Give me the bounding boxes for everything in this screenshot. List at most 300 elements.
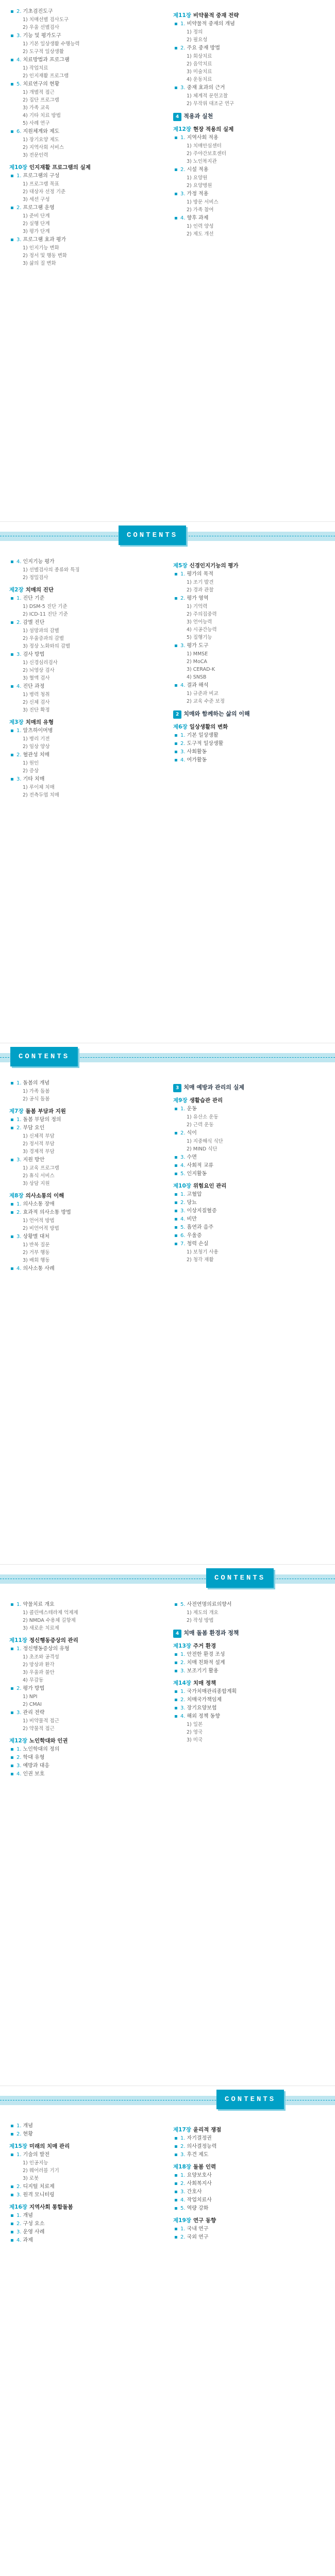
chapter-heading[interactable] xyxy=(173,1182,323,1190)
section-item[interactable] xyxy=(9,1080,159,1087)
toc-column-left xyxy=(9,557,159,800)
section-number: 2. xyxy=(180,596,186,601)
subsection-item[interactable] xyxy=(9,221,159,228)
section-item[interactable] xyxy=(9,1709,159,1717)
toc-column-left xyxy=(9,1600,159,1779)
subsection-item[interactable] xyxy=(173,579,323,586)
section-title: 프로그램 효과 평가 xyxy=(23,237,66,243)
chapter-number: 제2장 xyxy=(9,587,24,593)
subsection-item[interactable] xyxy=(9,1669,159,1676)
subsection-item[interactable] xyxy=(9,1625,159,1632)
subsection-item[interactable] xyxy=(173,1609,323,1617)
chapter-title: 돌봄 인력 xyxy=(193,2164,216,2170)
subsection-item[interactable] xyxy=(9,1242,159,1249)
subsection-item[interactable] xyxy=(9,196,159,204)
bullet-icon: ▪ xyxy=(174,215,178,221)
section-number: 2. xyxy=(16,9,22,14)
chapter-heading[interactable] xyxy=(173,2217,323,2224)
subsection-item[interactable] xyxy=(9,181,159,188)
section-item[interactable] xyxy=(9,1685,159,1692)
subsection-item[interactable] xyxy=(173,698,323,705)
chapter-heading[interactable] xyxy=(9,2204,159,2211)
section-item[interactable] xyxy=(9,619,159,626)
subsection-item[interactable] xyxy=(173,651,323,658)
subsection-item[interactable] xyxy=(9,152,159,159)
bullet-icon: ▪ xyxy=(174,1225,178,1230)
chapter-heading[interactable] xyxy=(173,1642,323,1650)
section-item[interactable] xyxy=(173,1162,323,1170)
subsection-item[interactable] xyxy=(173,61,323,68)
bullet-icon: ▪ xyxy=(174,1163,178,1168)
section-title: 지원 방안 xyxy=(23,1157,45,1163)
section-title: 결과 해석 xyxy=(187,683,209,688)
subsection-item[interactable] xyxy=(9,691,159,699)
section-item[interactable] xyxy=(173,749,323,756)
subsection-item[interactable] xyxy=(9,120,159,127)
subsection-title: 3) 세션 구성 xyxy=(23,197,50,202)
section-title: 보조기기 활용 xyxy=(187,1668,219,1674)
chapter-number: 제9장 xyxy=(173,1097,188,1104)
subsection-item[interactable] xyxy=(173,37,323,44)
subsection-item[interactable] xyxy=(9,635,159,642)
section-item[interactable] xyxy=(9,205,159,212)
section-item[interactable] xyxy=(173,2226,323,2233)
subsection-item[interactable] xyxy=(173,1737,323,1744)
section-item[interactable] xyxy=(9,1754,159,1761)
section-item[interactable] xyxy=(173,732,323,739)
section-item[interactable] xyxy=(9,752,159,759)
section-item[interactable] xyxy=(9,1157,159,1164)
section-title: 역량 강화 xyxy=(187,2206,209,2211)
chapter-number: 제13장 xyxy=(173,1643,191,1649)
section-item[interactable] xyxy=(173,2180,323,2188)
section-item[interactable] xyxy=(173,2197,323,2204)
section-item[interactable] xyxy=(9,81,159,88)
chapter-heading[interactable] xyxy=(9,719,159,726)
subsection-item[interactable] xyxy=(173,53,323,60)
section-number: 1. xyxy=(180,1689,186,1694)
subsection-title: 1) 인력 양성 xyxy=(187,224,214,229)
subsection-item[interactable] xyxy=(9,137,159,144)
section-item[interactable] xyxy=(9,683,159,690)
subsection-title: 2) 거부 행동 xyxy=(23,1250,50,1256)
bullet-icon: ▪ xyxy=(174,1668,178,1674)
part-heading[interactable] xyxy=(173,1084,323,1092)
subsection-item[interactable] xyxy=(173,207,323,214)
section-item[interactable] xyxy=(173,84,323,92)
section-item[interactable] xyxy=(9,1762,159,1770)
section-item[interactable] xyxy=(173,1130,323,1137)
subsection-title: 4) 시공간능력 xyxy=(187,627,217,633)
subsection-item[interactable] xyxy=(9,1654,159,1661)
section-number: 2. xyxy=(16,1755,22,1760)
subsection-item[interactable] xyxy=(173,1138,323,1145)
chapter-heading[interactable] xyxy=(9,1737,159,1744)
subsection-item[interactable] xyxy=(173,690,323,698)
subsection-item[interactable] xyxy=(173,1617,323,1624)
subsection-item[interactable] xyxy=(173,666,323,673)
subsection-item[interactable] xyxy=(173,158,323,165)
subsection-item[interactable] xyxy=(9,105,159,112)
subsection-title: 5) 집행기능 xyxy=(187,635,212,640)
section-title: 치매 친화적 설계 xyxy=(187,1660,225,1666)
section-title: 인지활동 xyxy=(187,1171,207,1177)
bullet-icon: ▪ xyxy=(174,1208,178,1214)
section-item[interactable] xyxy=(173,21,323,28)
subsection-item[interactable] xyxy=(9,760,159,767)
subsection-item[interactable] xyxy=(9,792,159,799)
section-item[interactable] xyxy=(9,32,159,40)
subsection-item[interactable] xyxy=(173,93,323,100)
subsection-item[interactable] xyxy=(9,16,159,24)
section-item[interactable] xyxy=(9,236,159,244)
subsection-item[interactable] xyxy=(9,736,159,743)
part-heading[interactable] xyxy=(173,113,323,121)
section-item[interactable] xyxy=(173,2205,323,2212)
section-item[interactable] xyxy=(173,571,323,578)
subsection-item[interactable] xyxy=(9,567,159,574)
subsection-item[interactable] xyxy=(173,150,323,158)
chapter-heading[interactable] xyxy=(173,562,323,569)
section-item[interactable] xyxy=(9,2123,159,2130)
section-item[interactable] xyxy=(173,1232,323,1240)
subsection-item[interactable] xyxy=(9,1718,159,1725)
subsection-item[interactable] xyxy=(9,1662,159,1669)
subsection-item[interactable] xyxy=(173,1249,323,1256)
subsection-item[interactable] xyxy=(9,675,159,682)
subsection-item[interactable] xyxy=(173,1114,323,1121)
chapter-title: 지역사회 통합돌봄 xyxy=(29,2204,73,2210)
section-item[interactable] xyxy=(173,595,323,602)
subsection-title: 1) 작업치료 xyxy=(23,65,48,71)
subsection-item[interactable] xyxy=(9,144,159,151)
subsection-item[interactable] xyxy=(9,603,159,611)
subsection-item[interactable] xyxy=(9,1133,159,1140)
subsection-item[interactable] xyxy=(9,628,159,635)
subsection-item[interactable] xyxy=(9,1257,159,1264)
part-heading[interactable] xyxy=(173,710,323,719)
section-item[interactable] xyxy=(173,2135,323,2142)
subsection-item[interactable] xyxy=(173,199,323,206)
section-item[interactable] xyxy=(173,215,323,222)
section-number: 1. xyxy=(180,135,186,141)
subsection-item[interactable] xyxy=(173,611,323,618)
section-number: 2. xyxy=(180,741,186,747)
subsection-item[interactable] xyxy=(9,213,159,220)
section-item[interactable] xyxy=(173,1713,323,1720)
subsection-item[interactable] xyxy=(9,743,159,751)
chapter-heading[interactable] xyxy=(9,586,159,594)
subsection-item[interactable] xyxy=(9,1217,159,1225)
section-number: 2. xyxy=(16,2131,22,2137)
section-item[interactable] xyxy=(173,1668,323,1675)
subsection-item[interactable] xyxy=(9,65,159,72)
bullet-icon: ▪ xyxy=(10,1157,14,1163)
subsection-item[interactable] xyxy=(173,1721,323,1728)
section-title: 구성 요소 xyxy=(23,2221,45,2227)
section-item[interactable] xyxy=(9,2183,159,2191)
section-item[interactable] xyxy=(173,1241,323,1248)
section-item[interactable] xyxy=(173,1651,323,1658)
subsection-item[interactable] xyxy=(9,1180,159,1188)
chapter-heading[interactable] xyxy=(173,1097,323,1104)
subsection-item[interactable] xyxy=(9,2160,159,2167)
subsection-item[interactable] xyxy=(173,619,323,626)
section-title: 학대 유형 xyxy=(23,1755,45,1760)
section-item[interactable] xyxy=(173,1216,323,1223)
subsection-item[interactable] xyxy=(9,245,159,252)
subsection-item[interactable] xyxy=(9,1677,159,1684)
subsection-item[interactable] xyxy=(9,1725,159,1733)
section-item[interactable] xyxy=(9,8,159,15)
subsection-item[interactable] xyxy=(9,1165,159,1172)
subsection-item[interactable] xyxy=(9,1148,159,1156)
bullet-icon: ▪ xyxy=(174,191,178,197)
section-item[interactable] xyxy=(173,1191,323,1198)
section-item[interactable] xyxy=(173,642,323,650)
section-item[interactable] xyxy=(9,558,159,566)
section-item[interactable] xyxy=(173,1106,323,1113)
contents-banner xyxy=(0,1043,335,1073)
subsection-item[interactable] xyxy=(173,603,323,611)
chapter-heading[interactable] xyxy=(173,126,323,133)
subsection-item[interactable] xyxy=(173,634,323,641)
subsection-item[interactable] xyxy=(173,587,323,594)
subsection-title: 3) 로봇 xyxy=(23,2176,39,2181)
section-item[interactable] xyxy=(173,757,323,764)
subsection-item[interactable] xyxy=(9,1249,159,1257)
subsection-item[interactable] xyxy=(9,1609,159,1617)
section-item[interactable] xyxy=(9,2131,159,2138)
part-heading-text: 적용과 실천 xyxy=(183,113,213,120)
subsection-item[interactable] xyxy=(9,667,159,674)
section-item[interactable] xyxy=(9,2151,159,2159)
part-badge: 3 xyxy=(173,1084,181,1092)
subsection-title: 3) 우울과 불안 xyxy=(23,1670,55,1675)
subsection-item[interactable] xyxy=(173,1729,323,1736)
section-item[interactable] xyxy=(9,2212,159,2219)
toc-column-right xyxy=(173,557,323,765)
section-item[interactable] xyxy=(9,2229,159,2236)
section-item[interactable] xyxy=(9,128,159,135)
section-item[interactable] xyxy=(173,1705,323,1712)
subsection-item[interactable] xyxy=(9,1701,159,1708)
subsection-item[interactable] xyxy=(173,175,323,182)
bullet-icon: ▪ xyxy=(174,135,178,141)
subsection-item[interactable] xyxy=(9,574,159,582)
section-item[interactable] xyxy=(9,595,159,602)
subsection-item[interactable] xyxy=(9,784,159,791)
section-item[interactable] xyxy=(9,1265,159,1273)
section-item[interactable] xyxy=(173,166,323,174)
subsection-item[interactable] xyxy=(173,29,323,36)
bullet-icon: ▪ xyxy=(10,2221,14,2227)
section-item[interactable] xyxy=(173,2143,323,2150)
chapter-heading[interactable] xyxy=(9,2143,159,2150)
section-title: 흡연과 음주 xyxy=(187,1225,214,1230)
section-title: 도구적 일상생활 xyxy=(187,741,224,747)
subsection-item[interactable] xyxy=(9,1088,159,1095)
chapter-title: 미래의 치매 관리 xyxy=(29,2143,70,2149)
subsection-item[interactable] xyxy=(173,1257,323,1264)
section-item[interactable] xyxy=(173,2234,323,2241)
subsection-item[interactable] xyxy=(9,89,159,96)
section-item[interactable] xyxy=(173,682,323,689)
section-item[interactable] xyxy=(173,1154,323,1161)
subsection-item[interactable] xyxy=(9,24,159,31)
section-title: 시설 적용 xyxy=(187,167,209,173)
section-item[interactable] xyxy=(9,1233,159,1241)
chapter-heading[interactable] xyxy=(173,2163,323,2171)
section-number: 1. xyxy=(16,1602,22,1607)
part-heading[interactable] xyxy=(173,1630,323,1638)
section-item[interactable] xyxy=(173,2172,323,2179)
section-title: 기술의 발전 xyxy=(23,2152,50,2158)
section-item[interactable] xyxy=(9,727,159,735)
section-item[interactable] xyxy=(173,740,323,748)
section-item[interactable] xyxy=(9,1601,159,1608)
chapter-heading[interactable] xyxy=(9,1637,159,1644)
section-item[interactable] xyxy=(173,1208,323,1215)
subsection-title: 1) 신체적 부담 xyxy=(23,1133,55,1139)
subsection-item[interactable] xyxy=(9,48,159,56)
section-title: 의사소통 장애 xyxy=(23,1201,55,1207)
subsection-item[interactable] xyxy=(9,659,159,667)
subsection-title: 2) 우울 선별검사 xyxy=(23,25,59,30)
section-title: 평가 영역 xyxy=(187,596,209,601)
section-item[interactable] xyxy=(9,57,159,64)
section-item[interactable] xyxy=(9,1125,159,1132)
subsection-item[interactable] xyxy=(173,231,323,238)
section-item[interactable] xyxy=(9,1746,159,1753)
section-title: 프로그램의 구성 xyxy=(23,173,60,179)
section-number: 4. xyxy=(180,683,186,688)
section-item[interactable] xyxy=(9,1116,159,1124)
section-item[interactable] xyxy=(9,1771,159,1778)
subsection-item[interactable] xyxy=(9,2167,159,2175)
subsection-title: 2) 지역사회 서비스 xyxy=(23,145,64,150)
section-number: 1. xyxy=(180,733,186,738)
section-item[interactable] xyxy=(9,2237,159,2244)
subsection-item[interactable] xyxy=(173,69,323,76)
section-number: 2. xyxy=(16,1125,22,1131)
subsection-item[interactable] xyxy=(9,228,159,235)
subsection-title: 2) 약물적 접근 xyxy=(23,1726,55,1732)
subsection-item[interactable] xyxy=(9,112,159,120)
chapter-heading[interactable] xyxy=(173,723,323,731)
section-item[interactable] xyxy=(173,45,323,52)
chapter-heading[interactable] xyxy=(9,1192,159,1199)
subsection-item[interactable] xyxy=(173,626,323,634)
subsection-item[interactable] xyxy=(9,2175,159,2182)
section-item[interactable] xyxy=(9,1201,159,1208)
chapter-heading[interactable] xyxy=(9,164,159,171)
bullet-icon: ▪ xyxy=(174,21,178,27)
toc-page xyxy=(0,521,335,1043)
section-title: 치료연구의 현황 xyxy=(23,81,60,87)
section-item[interactable] xyxy=(9,776,159,783)
section-title: 원격 모니터링 xyxy=(23,2192,55,2198)
subsection-item[interactable] xyxy=(173,143,323,150)
section-number: 4. xyxy=(16,57,22,63)
subsection-item[interactable] xyxy=(173,1146,323,1153)
subsection-item[interactable] xyxy=(9,73,159,80)
section-item[interactable] xyxy=(173,1199,323,1207)
bullet-icon: ▪ xyxy=(174,2173,178,2178)
subsection-item[interactable] xyxy=(173,100,323,108)
section-item[interactable] xyxy=(173,134,323,142)
subsection-item[interactable] xyxy=(173,76,323,83)
toc-column-right xyxy=(173,2122,323,2242)
subsection-item[interactable] xyxy=(9,1096,159,1103)
section-item[interactable] xyxy=(9,1646,159,1653)
bullet-icon: ▪ xyxy=(10,2184,14,2190)
chapter-heading[interactable] xyxy=(173,12,323,19)
bullet-icon: ▪ xyxy=(174,1652,178,1657)
section-title: 사전연명의료의향서 xyxy=(187,1602,232,1607)
section-title: 노인학대의 정의 xyxy=(23,1747,60,1752)
section-number: 5. xyxy=(180,1171,186,1177)
section-item[interactable] xyxy=(173,1601,323,1608)
subsection-item[interactable] xyxy=(173,182,323,190)
subsection-item[interactable] xyxy=(173,1122,323,1129)
section-item[interactable] xyxy=(173,191,323,198)
section-item[interactable] xyxy=(173,1697,323,1704)
subsection-item[interactable] xyxy=(9,1693,159,1701)
subsection-title: 1) 가족 돌봄 xyxy=(23,1089,50,1094)
section-item[interactable] xyxy=(9,2221,159,2228)
section-item[interactable] xyxy=(173,2189,323,2196)
section-item[interactable] xyxy=(173,1224,323,1231)
subsection-item[interactable] xyxy=(9,1225,159,1232)
section-item[interactable] xyxy=(173,1688,323,1696)
bullet-icon: ▪ xyxy=(10,1080,14,1086)
subsection-title: 2) 대상자 선정 기준 xyxy=(23,189,66,195)
section-title: 안전한 환경 조성 xyxy=(187,1652,225,1657)
subsection-item[interactable] xyxy=(9,1141,159,1148)
section-item[interactable] xyxy=(9,2192,159,2199)
subsection-item[interactable] xyxy=(9,768,159,775)
section-item[interactable] xyxy=(9,1209,159,1216)
subsection-item[interactable] xyxy=(173,223,323,230)
subsection-item[interactable] xyxy=(9,643,159,650)
subsection-item[interactable] xyxy=(9,41,159,48)
section-number: 3. xyxy=(16,2192,22,2198)
part-badge: 2 xyxy=(173,710,181,719)
subsection-item[interactable] xyxy=(9,252,159,260)
subsection-title: 1) 체계적 문헌고찰 xyxy=(187,93,228,99)
toc-column-left xyxy=(9,1079,159,1274)
subsection-item[interactable] xyxy=(173,658,323,666)
subsection-item[interactable] xyxy=(9,189,159,196)
subsection-item[interactable] xyxy=(9,611,159,618)
subsection-item[interactable] xyxy=(9,707,159,714)
section-item[interactable] xyxy=(9,651,159,658)
subsection-item[interactable] xyxy=(9,1617,159,1624)
chapter-heading[interactable] xyxy=(9,1108,159,1115)
subsection-item[interactable] xyxy=(173,674,323,681)
section-item[interactable] xyxy=(173,2151,323,2159)
chapter-heading[interactable] xyxy=(173,1680,323,1687)
section-item[interactable] xyxy=(9,173,159,180)
subsection-item[interactable] xyxy=(9,97,159,104)
section-item[interactable] xyxy=(173,1659,323,1667)
subsection-item[interactable] xyxy=(9,699,159,706)
subsection-item[interactable] xyxy=(9,1173,159,1180)
subsection-item[interactable] xyxy=(9,260,159,267)
chapter-heading[interactable] xyxy=(173,2126,323,2133)
section-item[interactable] xyxy=(173,1171,323,1178)
